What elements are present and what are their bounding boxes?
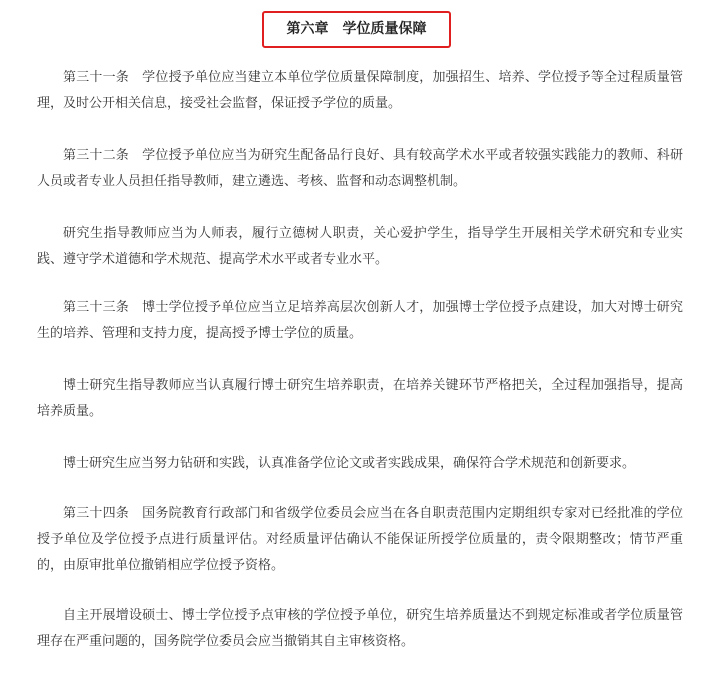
paragraph-article-31: 第三十一条 学位授予单位应当建立本单位学位质量保障制度，加强招生、培养、学位授予等全过程质量管理，及时公开相关信息，接受社会监督，保证授予学位的质量。 bbox=[37, 70, 683, 111]
paragraph-article-33: 第三十三条 博士学位授予单位应当立足培养高层次创新人才，加强博士学位授予点建设，加大对博士研究生的培养、管理和支持力度，提高授予博士学位的质量。 bbox=[37, 300, 683, 341]
chapter-title: 第六章 学位质量保障 bbox=[286, 21, 427, 37]
paragraph-supervisor-duties: 研究生指导教师应当为人师表，履行立德树人职责，关心爱护学生，指导学生开展相关学术研究和专业实践、遵守学术道德和学术规范、提高学术水平或者专业水平。 bbox=[37, 226, 683, 267]
paragraph-doctoral-student: 博士研究生应当努力钻研和实践，认真准备学位论文或者实践成果，确保符合学术规范和创新要求。 bbox=[63, 456, 636, 471]
paragraph-doctoral-supervisor: 博士研究生指导教师应当认真履行博士研究生培养职责，在培养关键环节严格把关，全过程加强指导，提高培养质量。 bbox=[37, 378, 683, 419]
paragraph-article-32: 第三十二条 学位授予单位应当为研究生配备品行良好、具有较高学术水平或者较强实践能力的教师、科研人员或者专业人员担任指导教师，建立遴选、考核、监督和动态调整机制。 bbox=[37, 148, 683, 189]
paragraph-self-review-revocation: 自主开展增设硕士、博士学位授予点审核的学位授予单位，研究生培养质量达不到规定标准或者学位质量管理存在严重问题的，国务院学位委员会应当撤销其自主审核资格。 bbox=[37, 608, 683, 649]
paragraph-article-34: 第三十四条 国务院教育行政部门和省级学位委员会应当在各自职责范围内定期组织专家对已经批准的学位授予单位及学位授予点进行质量评估。对经质量评估确认不能保证所授学位质量的，责令限期整改；情节严重的，由原审批单位撤销相应学位授予资格。 bbox=[37, 506, 683, 573]
